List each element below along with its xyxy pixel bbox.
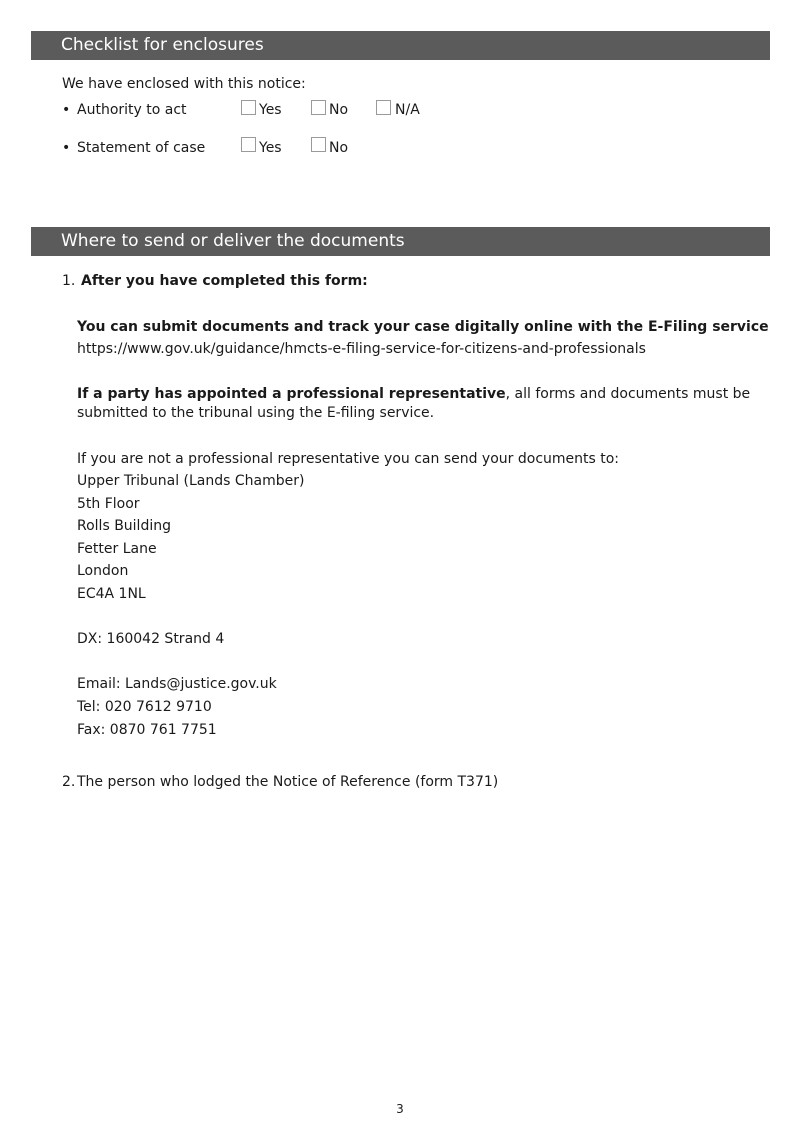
checklist-header: Checklist for enclosures — [31, 31, 770, 60]
address-line: Upper Tribunal (Lands Chamber) — [77, 473, 305, 489]
authority-na-label: N/A — [395, 102, 420, 118]
authority-to-act-label: Authority to act — [77, 102, 187, 118]
step1-title: After you have completed this form: — [81, 273, 368, 289]
statement-no-checkbox[interactable] — [311, 137, 326, 152]
where-to-send-header: Where to send or deliver the documents — [31, 227, 770, 256]
dx-number: DX: 160042 Strand 4 — [77, 631, 225, 647]
contact-fax: Fax: 0870 761 7751 — [77, 722, 217, 738]
professional-rep-paragraph — [77, 385, 767, 423]
authority-no-label: No — [329, 102, 349, 118]
step2-text: The person who lodged the Notice of Reference (form T371) — [77, 774, 499, 790]
statement-yes-label: Yes — [259, 140, 282, 156]
address-line: London — [77, 563, 129, 579]
professional-rep-rest: , all forms and documents must be submitted to the tribunal using the E-filing service. — [77, 386, 751, 421]
efiling-link[interactable]: https://www.gov.uk/guidance/hmcts-e-filing-service-for-citizens-and-professionals — [77, 341, 646, 357]
authority-yes-checkbox[interactable] — [241, 100, 256, 115]
contact-email: Email: Lands@justice.gov.uk — [77, 676, 277, 692]
checklist-intro: We have enclosed with this notice: — [62, 76, 306, 92]
step2-number: 2. — [62, 774, 76, 790]
authority-na-checkbox[interactable] — [376, 100, 391, 115]
address-postcode: EC4A 1NL — [77, 586, 146, 602]
not-rep-intro: If you are not a professional representative you can send your documents to: — [77, 451, 620, 467]
professional-rep-bold: If a party has appointed a professional representative — [77, 386, 506, 402]
statement-of-case-label: Statement of case — [77, 140, 206, 156]
step1-number: 1. — [62, 273, 76, 289]
statement-yes-checkbox[interactable] — [241, 137, 256, 152]
bullet-authority: • — [62, 102, 71, 118]
efiling-heading: You can submit documents and track your case digitally online with the E-Filing service — [77, 319, 769, 335]
authority-no-checkbox[interactable] — [311, 100, 326, 115]
address-line: Fetter Lane — [77, 541, 157, 557]
address-line: Rolls Building — [77, 518, 171, 534]
contact-tel: Tel: 020 7612 9710 — [77, 699, 212, 715]
address-line: 5th Floor — [77, 496, 140, 512]
bullet-statement: • — [62, 140, 71, 156]
page-number: 3 — [396, 1102, 404, 1116]
authority-yes-label: Yes — [259, 102, 282, 118]
statement-no-label: No — [329, 140, 349, 156]
